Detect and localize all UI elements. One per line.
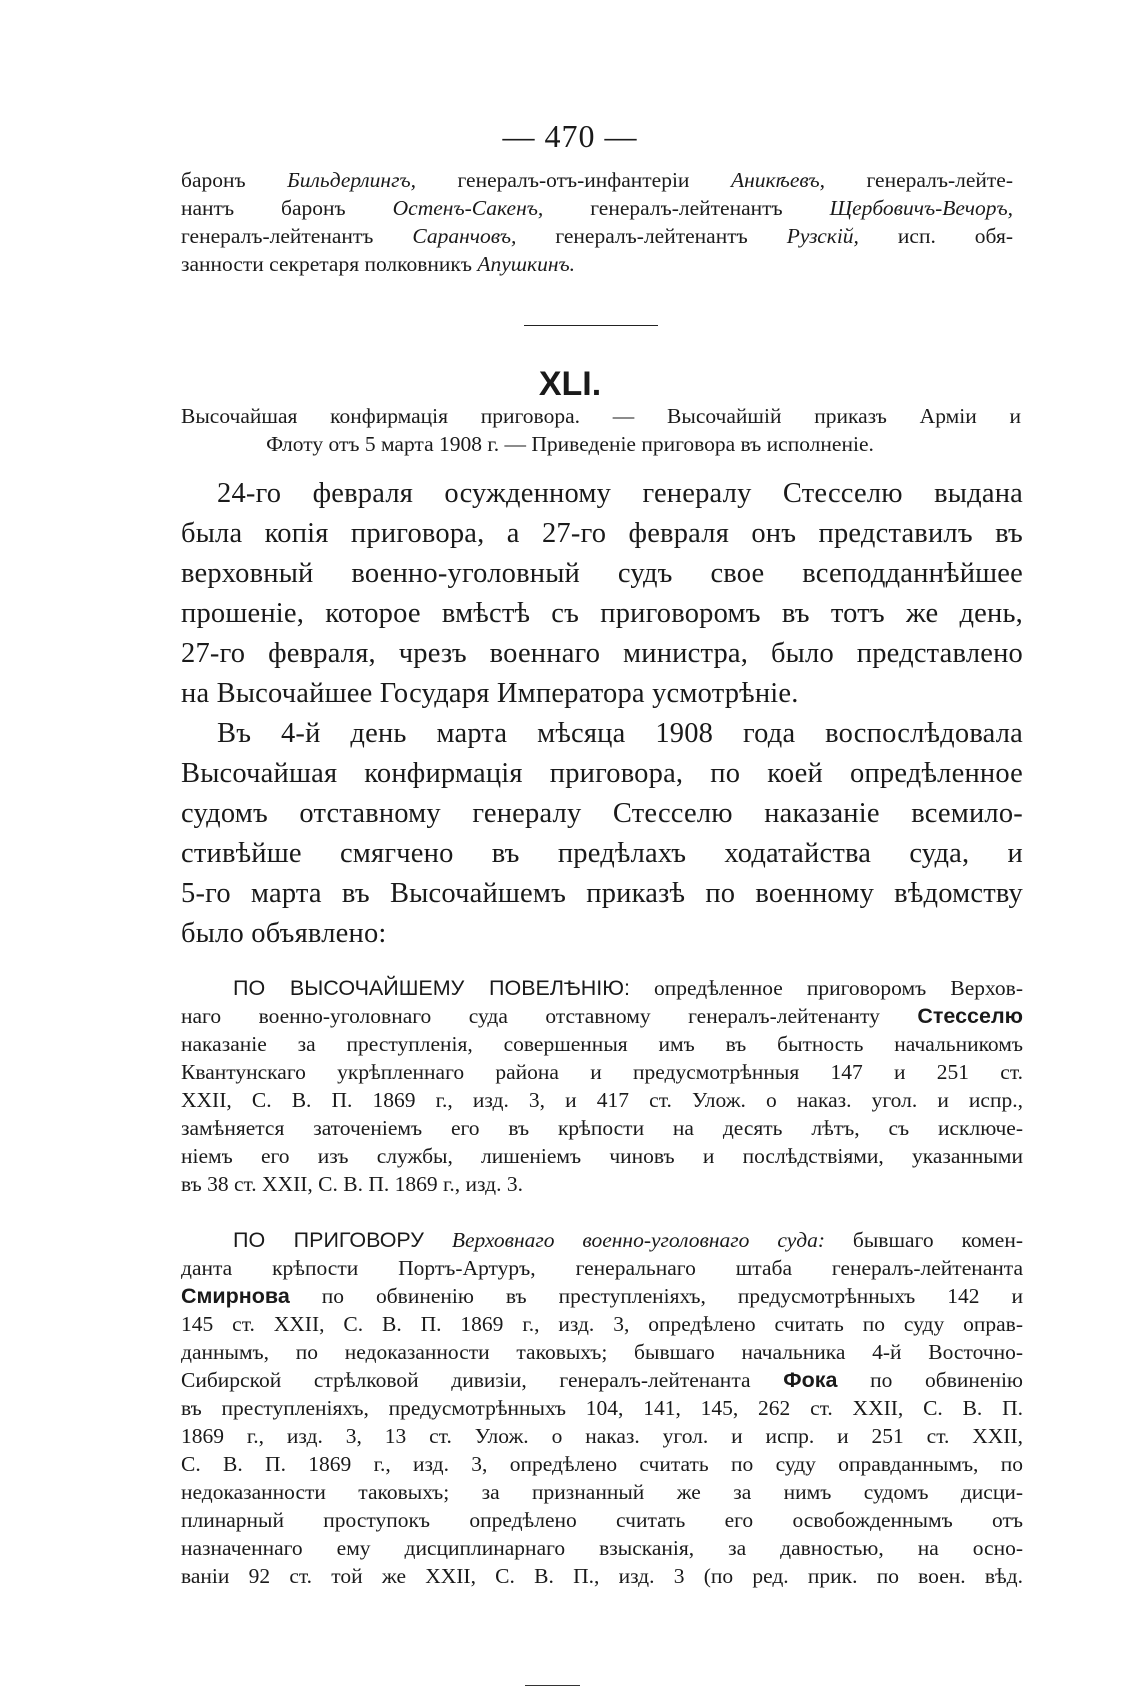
body-line: Въ 4-й день марта мѣсяца 1908 года воспослѣдовала bbox=[217, 718, 1023, 749]
order-line: наказаніе за преступленія, совершенныя имъ въ бытность начальникомъ bbox=[181, 1032, 1023, 1056]
bottom-divider bbox=[525, 1685, 580, 1686]
person-name: Фока bbox=[783, 1368, 838, 1392]
order-line: недоказанности таковыхъ; за признанный же за нимъ судомъ дисци- bbox=[181, 1480, 1023, 1504]
order-line: даннымъ, по недоказанности таковыхъ; бывшаго начальника 4-й Восточно- bbox=[181, 1340, 1023, 1364]
order-line: въ 38 ст. XXII, С. В. П. 1869 г., изд. 3. bbox=[181, 1172, 523, 1196]
body-line: Высочайшая конфирмація приговора, по коей опредѣленное bbox=[181, 758, 1023, 789]
person-name: Рузскій, bbox=[786, 224, 859, 248]
order-line: Квантунскаго укрѣпленнаго района и предусмотрѣнныя 147 и 251 ст. bbox=[181, 1060, 1023, 1084]
person-name: Стесселю bbox=[917, 1004, 1023, 1028]
subtitle-line: Высочайшая конфирмація приговора. — Высочайшій приказъ Арміи и bbox=[181, 404, 1021, 428]
header-line: нантъ баронъ Остенъ-Сакенъ, генералъ-лейтенантъ Щербовичъ-Вечоръ, bbox=[181, 196, 1013, 220]
order-heading: ПО ПРИГОВОРУ bbox=[233, 1228, 424, 1252]
order-line: наго военно-уголовнаго суда отставному генералъ-лейтенанту Стесселю bbox=[181, 1004, 1023, 1028]
person-name: Аникѣевъ, bbox=[730, 168, 826, 192]
chapter-number: XLI. bbox=[538, 365, 602, 403]
person-name: Остенъ-Сакенъ, bbox=[392, 196, 544, 220]
order-line: 145 ст. XXII, С. В. П. 1869 г., изд. 3, опредѣлено считать по суду оправ- bbox=[181, 1312, 1023, 1336]
person-name: Апушкинъ. bbox=[477, 252, 576, 276]
order-line: ПО ВЫСОЧАЙШЕМУ ПОВЕЛѢНІЮ: опредѣленное приговоромъ Верхов- bbox=[233, 976, 1023, 1000]
person-name: Смирнова bbox=[181, 1284, 290, 1308]
header-line: генералъ-лейтенантъ Саранчовъ, генералъ-лейтенантъ Рузскій, исп. обя- bbox=[181, 224, 1013, 248]
body-line: было объявлено: bbox=[181, 918, 387, 949]
order-line: замѣняется заточеніемъ его въ крѣпости на десять лѣтъ, съ исключе- bbox=[181, 1116, 1023, 1140]
person-name: Бильдерлингъ, bbox=[287, 168, 417, 192]
body-line: 24-го февраля осужденному генералу Стесселю выдана bbox=[217, 478, 1023, 509]
order-line: данта крѣпости Портъ-Артуръ, генеральнаго штаба генералъ-лейтенанта bbox=[181, 1256, 1023, 1280]
body-line: судомъ отставному генералу Стесселю наказаніе всемило- bbox=[181, 798, 1023, 829]
body-line: 5-го марта въ Высочайшемъ приказѣ по военному вѣдомству bbox=[181, 878, 1023, 909]
body-line: была копія приговора, а 27-го февраля онъ представилъ въ bbox=[181, 518, 1023, 549]
body-line: прошеніе, которое вмѣстѣ съ приговоромъ въ тотъ же день, bbox=[181, 598, 1023, 629]
order-line: ПО ПРИГОВОРУ Верховнаго военно-уголовнаго суда: бывшаго комен- bbox=[233, 1228, 1023, 1252]
body-line: 27-го февраля, чрезъ военнаго министра, было представлено bbox=[181, 638, 1023, 669]
order-line: С. В. П. 1869 г., изд. 3, опредѣлено считать по суду оправданнымъ, по bbox=[181, 1452, 1023, 1476]
order-line: плинарный проступокъ опредѣлено считать его освобожденнымъ отъ bbox=[181, 1508, 1023, 1532]
order-line: назначеннаго ему дисциплинарнаго взысканія, за давностью, на осно- bbox=[181, 1536, 1023, 1560]
order-line: Смирнова по обвиненію въ преступленіяхъ, предусмотрѣнныхъ 142 и bbox=[181, 1284, 1023, 1308]
body-line: на Высочайшее Государя Императора усмотрѣніе. bbox=[181, 678, 799, 709]
order-line: въ преступленіяхъ, предусмотрѣнныхъ 104, 141, 145, 262 ст. XXII, С. В. П. bbox=[181, 1396, 1023, 1420]
header-line: занности секретаря полковникъ Апушкинъ. bbox=[181, 252, 576, 276]
order-line: ніемъ его изъ службы, лишеніемъ чиновъ и послѣдствіями, указанными bbox=[181, 1144, 1023, 1168]
page-number: — 470 — bbox=[502, 118, 638, 154]
order-line: 1869 г., изд. 3, 13 ст. Улож. о наказ. угол. и испр. и 251 ст. XXII, bbox=[181, 1424, 1023, 1448]
header-line: баронъ Бильдерлингъ, генералъ-отъ-инфантеріи Аникѣевъ, генералъ-лейте- bbox=[181, 168, 1013, 192]
body-line: верховный военно-уголовный судъ свое всеподданнѣйшее bbox=[181, 558, 1023, 589]
order-heading: ПО ВЫСОЧАЙШЕМУ ПОВЕЛѢНІЮ: bbox=[233, 976, 630, 1000]
court-name: Верховнаго военно-уголовнаго суда: bbox=[423, 1228, 825, 1252]
order-line: Сибирской стрѣлковой дивизіи, генералъ-лейтенанта Фока по обвиненію bbox=[181, 1368, 1023, 1392]
section-divider bbox=[524, 325, 658, 326]
person-name: Саранчовъ, bbox=[412, 224, 517, 248]
order-line: XXII, С. В. П. 1869 г., изд. 3, и 417 ст. Улож. о наказ. угол. и испр., bbox=[181, 1088, 1023, 1112]
subtitle-line: Флоту отъ 5 марта 1908 г. — Приведеніе приговора въ исполненіе. bbox=[266, 432, 874, 456]
order-line: ваніи 92 ст. той же XXII, С. В. П., изд. 3 (по ред. прик. по воен. вѣд. bbox=[181, 1564, 1023, 1588]
body-line: стивѣйше смягчено въ предѣлахъ ходатайства суда, и bbox=[181, 838, 1023, 869]
person-name: Щербовичъ-Вечоръ, bbox=[829, 196, 1013, 220]
